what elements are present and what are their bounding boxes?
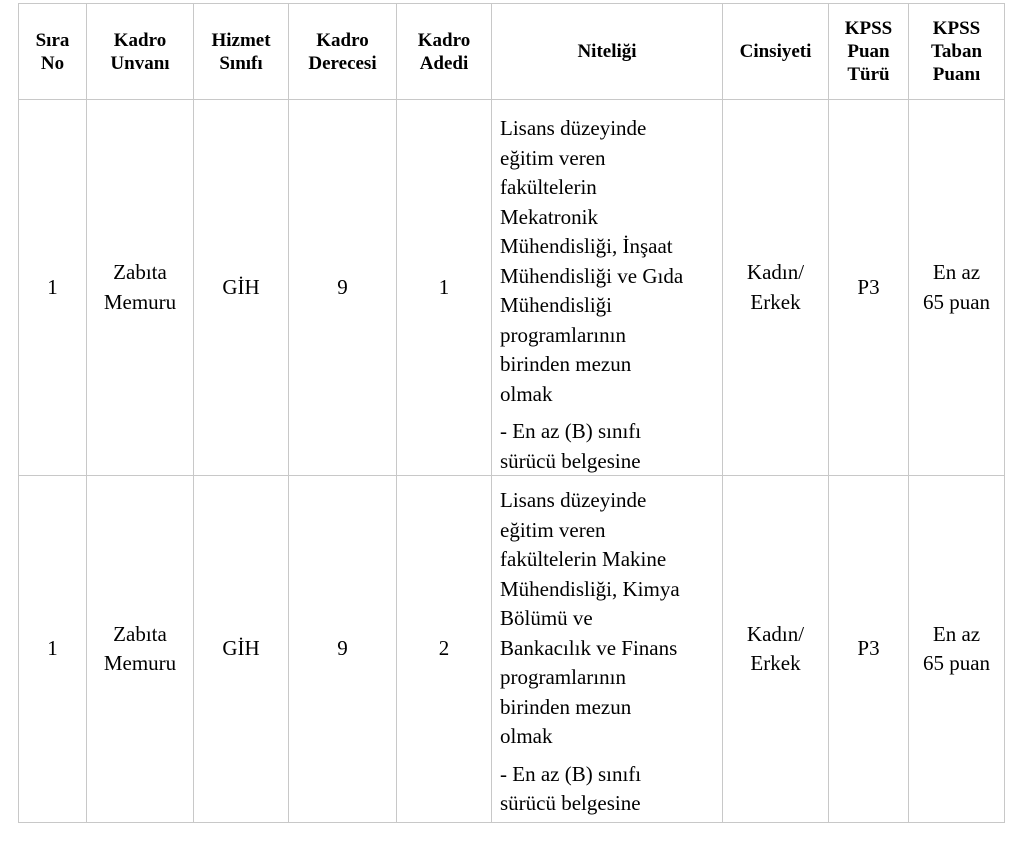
requirement-text: - En az (B) sınıfı sürücü belgesine: [500, 419, 642, 473]
cell-kpss-puan-turu: P3: [829, 100, 909, 476]
cell-kadro-adedi: 1: [397, 100, 492, 476]
header-kadro-unvani: Kadro Unvanı: [87, 4, 194, 100]
header-kpss-taban-puani: KPSS Taban Puanı: [909, 4, 1005, 100]
header-kadro-adedi: Kadro Adedi: [397, 4, 492, 100]
niteligi-text: Lisans düzeyinde eğitim veren fakültelerin Mekatronik Mühendisliği, İnşaat Mühendisliği ve Gıda Mühendisliği programlarının birinden mezun olmak - En az (B) sınıfı sürücü belgesine: [500, 100, 716, 475]
cell-sira-no: 1: [19, 100, 87, 476]
header-sira-no: Sıra No: [19, 4, 87, 100]
cell-kpss-taban-puani: En az 65 puan: [909, 476, 1005, 823]
cell-kadro-unvani: Zabıta Memuru: [87, 476, 194, 823]
header-kadro-derecesi: Kadro Derecesi: [289, 4, 397, 100]
requirement-text: - En az (B) sınıfı sürücü belgesine: [500, 761, 642, 815]
header-kpss-puan-turu: KPSS Puan Türü: [829, 4, 909, 100]
cell-niteligi: [492, 476, 723, 823]
staff-position-table-container: [18, 3, 1004, 823]
cell-kpss-puan-turu: P3: [829, 476, 909, 823]
niteligi-text: Lisans düzeyinde eğitim veren fakültelerin Makine Mühendisliği, Kimya Bölümü ve Bankacılık ve Finans programlarının birinden mezun olmak - En az (B) sınıfı sürücü belgesine: [500, 476, 716, 822]
table-row: [19, 476, 1005, 823]
staff-position-table: [18, 3, 1005, 823]
cell-sira-no: 1: [19, 476, 87, 823]
cell-kadro-derecesi: 9: [289, 100, 397, 476]
header-hizmet-sinifi: Hizmet Sınıfı: [194, 4, 289, 100]
cell-kpss-taban-puani: En az 65 puan: [909, 100, 1005, 476]
table-header-row: [19, 4, 1005, 100]
header-cinsiyeti: Cinsiyeti: [723, 4, 829, 100]
cell-hizmet-sinifi: GİH: [194, 476, 289, 823]
cell-niteligi: [492, 100, 723, 476]
cell-cinsiyeti: Kadın/ Erkek: [723, 476, 829, 823]
cell-kadro-derecesi: 9: [289, 476, 397, 823]
table-row: [19, 100, 1005, 476]
cell-cinsiyeti: Kadın/ Erkek: [723, 100, 829, 476]
cell-kadro-unvani: Zabıta Memuru: [87, 100, 194, 476]
cell-hizmet-sinifi: GİH: [194, 100, 289, 476]
cell-kadro-adedi: 2: [397, 476, 492, 823]
header-niteligi: Niteliği: [492, 4, 723, 100]
